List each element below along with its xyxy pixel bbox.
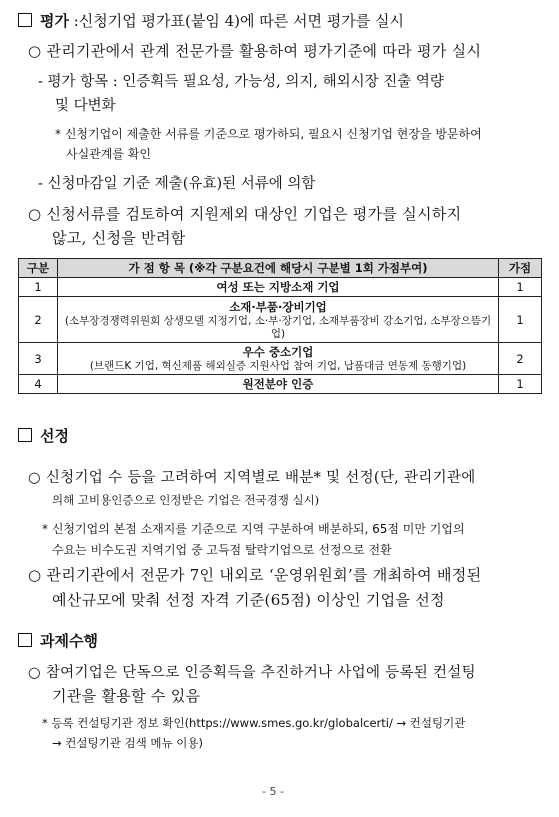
row-no: 4 [19,375,58,394]
row-item-sub: (소부장경쟁력위원회 상생모델 지정기업, 소·부·장기업, 소재부품장비 강소기업, 소부장으뜸기업) [64,314,492,340]
eval-bullet-1: ○ 관리기관에서 관계 전문가를 활용하여 평가기준에 따라 평가 실시 [28,42,482,60]
row-item: 여성 또는 지방소재 기업 [58,278,499,297]
select-bullet-1-line2: 의해 고비용인증으로 인정받은 기업은 전국경쟁 실시) [52,493,320,507]
table-row [19,343,542,375]
table-header-no: 구분 [19,259,58,278]
select-note-line1: * 신청기업의 본점 소재지를 기준으로 지역 구분하여 배분하되, 65점 미만 기업의 [42,522,465,536]
checkbox-square-icon [18,13,32,27]
table-header-points: 가점 [499,259,542,278]
row-item: 소재·부품·장비기업 [229,299,327,314]
task-note-line1: * 등록 컨설팅기관 정보 확인(https://www.smes.go.kr/globalcerti/ → 컨설팅기관 [42,716,466,730]
table-row [19,375,542,394]
row-points: 2 [499,343,542,375]
select-bullet-2-line1: ○ 관리기관에서 전문가 7인 내외로 ‘운영위원회’를 개최하여 배정된 [28,566,482,584]
row-item-sub: (브랜드K 기업, 혁신제품 해외실증 지원사업 참여 기업, 납품대금 연동제 동행기업) [89,360,467,372]
task-bullet-1-line1: ○ 참여기업은 단독으로 인증획득을 추진하거나 사업에 등록된 컨설팅 [28,665,476,681]
row-points: 1 [499,278,542,297]
table-header-item: 가 점 항 목 (※각 구분요건에 해당시 구분별 1회 가점부여) [58,259,499,278]
section-eval-desc: :신청기업 평가표(붙임 4)에 따른 서면 평가를 실시 [68,12,404,30]
row-no: 2 [19,297,58,343]
section-eval-title: 평가 [40,12,69,30]
bonus-points-table [18,258,542,394]
eval-bullet-2-line2: 않고, 신청을 반려함 [52,229,186,247]
section-eval-heading [18,10,404,31]
eval-dash-2: - 신청마감일 기준 제출(유효)된 서류에 의함 [38,176,316,192]
row-no: 3 [19,343,58,375]
table-row [19,278,542,297]
row-points: 1 [499,375,542,394]
eval-dash-1-line2: 및 다변화 [55,98,116,114]
checkbox-square-icon [18,633,32,647]
row-no: 1 [19,278,58,297]
row-item-cell [58,343,499,375]
section-task-heading [18,630,98,651]
table-row [19,297,542,343]
select-bullet-2-line2: 예산규모에 맞춰 선정 자격 기준(65점) 이상인 기업을 선정 [52,591,445,609]
section-task-title: 과제수행 [40,632,98,650]
row-item: 원전분야 인증 [58,375,499,394]
eval-note-line1: * 신청기업이 제출한 서류를 기준으로 평가하되, 필요시 신청기업 현장을 방문하여 [55,127,482,141]
select-bullet-1-line1: ○ 신청기업 수 등을 고려하여 지역별로 배분* 및 선정(단, 관리기관에 [28,470,476,486]
row-points: 1 [499,297,542,343]
task-bullet-1-line2: 기관을 활용할 수 있음 [52,687,201,705]
row-item: 우수 중소기업 [242,345,314,359]
section-select-heading [18,425,69,446]
eval-dash-1-line1: - 평가 항목 : 인증획득 필요성, 가능성, 의지, 해외시장 진출 역량 [38,74,444,90]
row-item-cell [58,297,499,343]
eval-note-line2: 사실관계를 확인 [66,147,151,161]
checkbox-square-icon [18,428,32,442]
task-note-line2: → 컨설팅기관 검색 메뉴 이용) [52,736,203,750]
eval-bullet-2-line1: ○ 신청서류를 검토하여 지원제외 대상인 기업은 평가를 실시하지 [28,205,462,223]
select-note-line2: 수요는 비수도권 지역기업 중 고득점 탈락기업으로 선정으로 전환 [52,543,392,557]
section-select-title: 선정 [40,427,69,445]
page-number: - 5 - [262,785,284,798]
